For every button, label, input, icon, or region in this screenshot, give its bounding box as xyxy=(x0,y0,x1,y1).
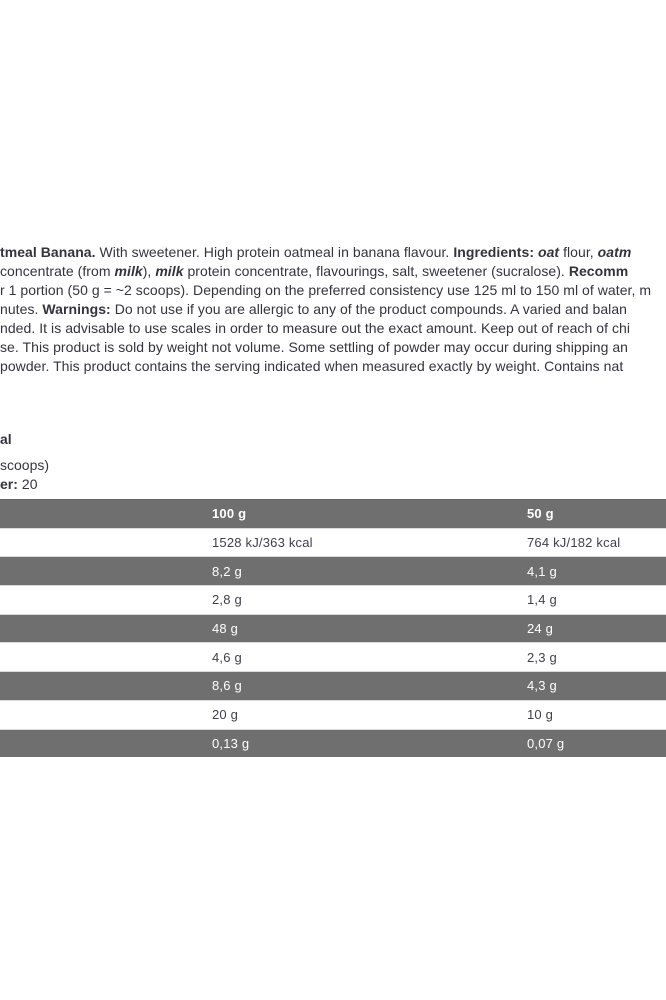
nutrition-table-row xyxy=(0,528,666,557)
description-line xyxy=(0,262,666,281)
nutrition-heading-fragment: al xyxy=(0,431,12,447)
text-segment: flour, xyxy=(559,244,598,260)
value-per-100g: 1528 kJ/363 kcal xyxy=(212,535,313,551)
nutrition-table xyxy=(0,499,666,757)
value-per-50g: 10 g xyxy=(527,707,554,723)
text-segment: nutes. xyxy=(0,301,43,317)
description-line xyxy=(0,243,666,262)
text-segment: r 1 portion (50 g = ~2 scoops). Depending on the preferred consistency use 125 ml to 150 ml of water, m xyxy=(0,282,652,298)
product-description-paragraph xyxy=(0,243,666,376)
text-segment: oat xyxy=(537,244,560,260)
value-per-100g: 2,8 g xyxy=(212,592,242,608)
text-segment: Recomm xyxy=(568,263,629,279)
nutrition-table-row xyxy=(0,585,666,614)
value-per-100g: 8,2 g xyxy=(212,563,242,579)
text-segment: powder. This product contains the serving indicated when measured exactly by weight. Contains nat xyxy=(0,358,624,374)
description-line xyxy=(0,281,666,300)
value-per-100g: 20 g xyxy=(212,707,239,723)
nutrition-table-row xyxy=(0,700,666,729)
description-line xyxy=(0,319,666,338)
value-per-50g: 4,3 g xyxy=(527,678,557,694)
text-segment: se. This product is sold by weight not volume. Some settling of powder may occur during shipping an xyxy=(0,339,629,355)
value-per-100g: 4,6 g xyxy=(212,649,242,665)
nutrition-table-row xyxy=(0,642,666,671)
text-segment: milk xyxy=(155,263,184,279)
description-line xyxy=(0,300,666,319)
value-per-50g: 24 g xyxy=(527,621,554,637)
text-segment: protein concentrate, flavourings, salt, sweetener (sucralose). xyxy=(183,263,569,279)
servings-per-container-value: 20 xyxy=(21,476,38,492)
text-segment: milk xyxy=(114,263,143,279)
nutrition-table-row xyxy=(0,556,666,585)
text-segment: Warnings: xyxy=(42,301,115,317)
description-line xyxy=(0,338,666,357)
value-per-50g: 0,07 g xyxy=(527,735,565,751)
value-per-100g: 0,13 g xyxy=(212,735,250,751)
value-per-50g: 50 g xyxy=(527,506,554,522)
text-segment: nded. It is advisable to use scales in order to measure out the exact amount. Keep out of reach of chi xyxy=(0,320,631,336)
nutrition-table-row xyxy=(0,614,666,643)
value-per-50g: 2,3 g xyxy=(527,649,557,665)
nutrition-table-row xyxy=(0,671,666,700)
text-segment: concentrate (from xyxy=(0,263,115,279)
servings-per-container-label-fragment: er: xyxy=(0,476,18,492)
serving-size-fragment: scoops) xyxy=(0,457,50,473)
value-per-50g: 1,4 g xyxy=(527,592,557,608)
value-per-50g: 4,1 g xyxy=(527,563,557,579)
text-segment: oatm xyxy=(597,244,632,260)
value-per-100g: 8,6 g xyxy=(212,678,242,694)
value-per-50g: 764 kJ/182 kcal xyxy=(527,535,621,551)
text-segment: ), xyxy=(142,263,156,279)
value-per-100g: 100 g xyxy=(212,506,247,522)
value-per-100g: 48 g xyxy=(212,621,239,637)
text-segment: Ingredients: xyxy=(453,244,538,260)
text-segment: With sweetener. High protein oatmeal in banana flavour. xyxy=(95,244,454,260)
servings-per-container-line xyxy=(0,475,37,494)
text-segment: Do not use if you are allergic to any of the product compounds. A varied and balan xyxy=(114,301,628,317)
text-segment: tmeal Banana. xyxy=(0,244,96,260)
nutrition-table-row xyxy=(0,729,666,758)
description-line xyxy=(0,357,666,376)
nutrition-table-header-row xyxy=(0,499,666,528)
